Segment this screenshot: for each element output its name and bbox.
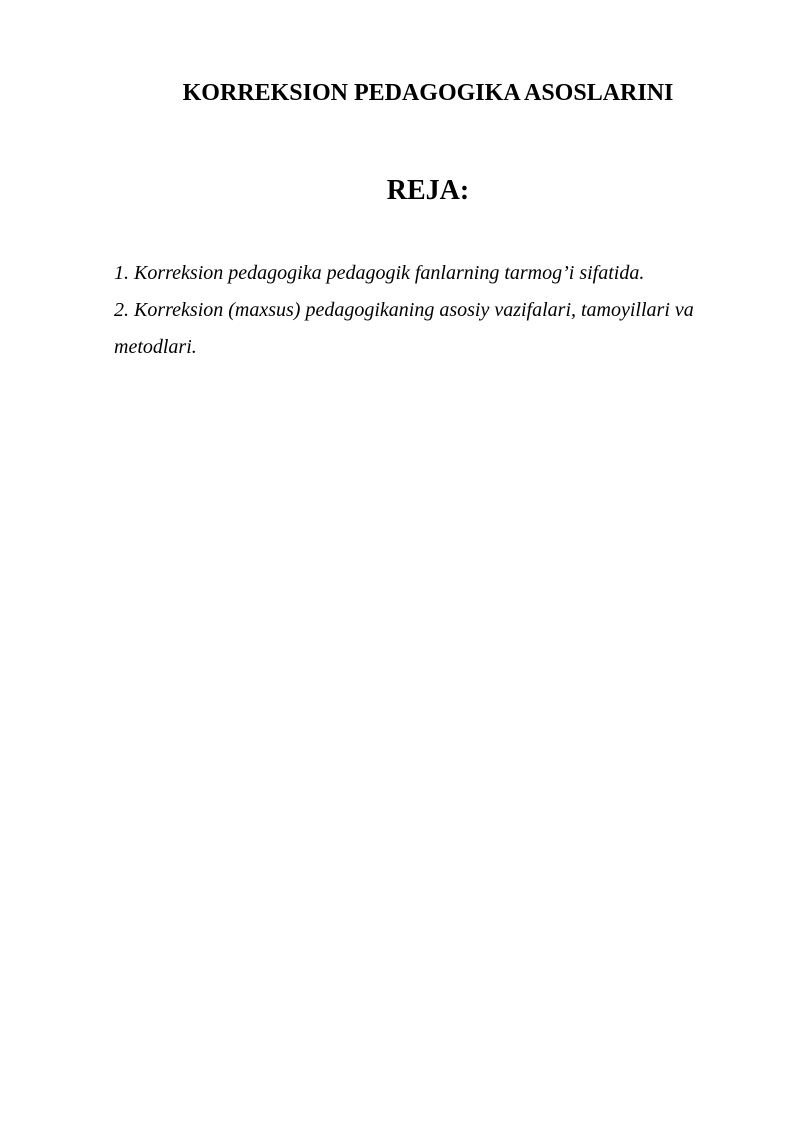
plan-item-text: Korreksion (maxsus) pedagogikaning asosiy vazifalari, tamoyillari va metodlari. — [114, 299, 694, 358]
plan-item — [114, 292, 744, 366]
plan-item-number: 1. — [114, 262, 129, 284]
plan-item-text: Korreksion pedagogika pedagogik fanlarning tarmog’i sifatida. — [134, 262, 645, 284]
plan-list — [114, 255, 744, 366]
plan-item — [114, 255, 744, 292]
page-title: KORREKSION PEDAGOGIKA ASOSLARINI — [182, 80, 674, 106]
plan-heading: REJA: — [386, 175, 470, 206]
plan-item-number: 2. — [114, 299, 129, 321]
